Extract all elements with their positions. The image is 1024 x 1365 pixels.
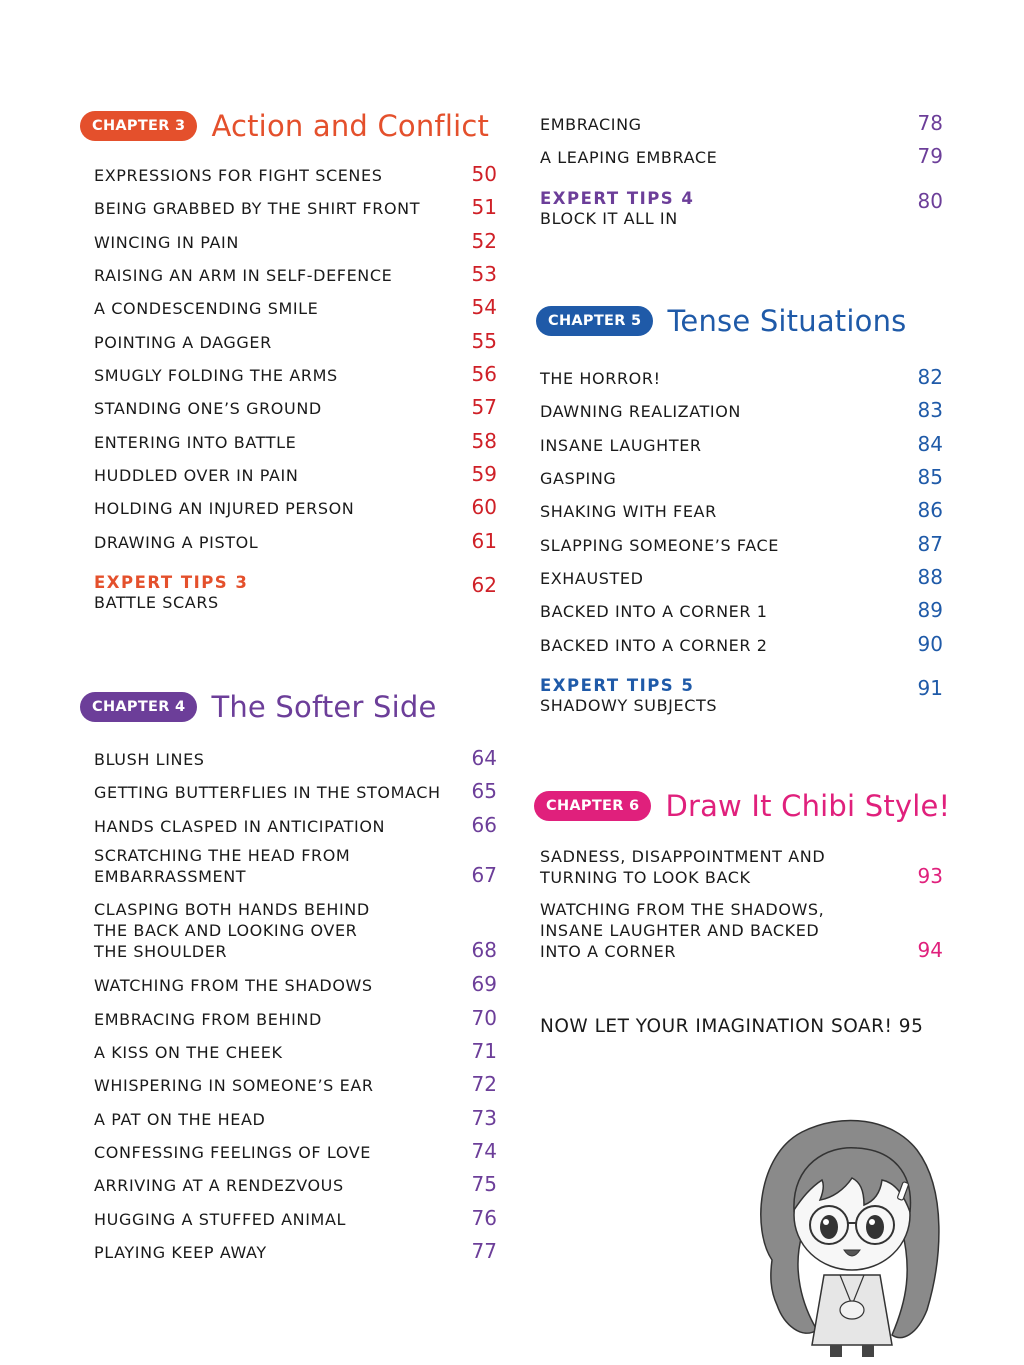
entry-title: WATCHING FROM THE SHADOWS, INSANE LAUGHTER AND BACKED INTO A CORNER: [540, 900, 825, 961]
left-eye-highlight: [823, 1219, 829, 1225]
toc-entry[interactable]: [540, 365, 943, 389]
entry-page: 91: [917, 676, 943, 700]
toc-entry[interactable]: [94, 1239, 497, 1263]
entry-title: DAWNING REALIZATION: [540, 402, 741, 421]
toc-entry[interactable]: [94, 746, 497, 770]
entry-title: SADNESS, DISAPPOINTMENT AND TURNING TO LOOK BACK: [540, 847, 826, 887]
entry-page: 52: [471, 229, 497, 253]
entry-title: SMUGLY FOLDING THE ARMS: [94, 366, 338, 385]
expert-tips-subtitle: BLOCK IT ALL IN: [540, 209, 678, 228]
expert-tips-3[interactable]: [94, 573, 497, 613]
right-leg-shape: [862, 1345, 874, 1357]
toc-entry[interactable]: [540, 846, 943, 888]
chapter-6-heading: [534, 786, 950, 826]
entry-title: GETTING BUTTERFLIES IN THE STOMACH: [94, 783, 441, 802]
entry-page: 83: [917, 398, 943, 422]
entry-title: A LEAPING EMBRACE: [540, 148, 718, 167]
entry-page: 68: [471, 938, 497, 962]
expert-tips-label: EXPERT TIPS 4: [540, 189, 695, 208]
toc-entry[interactable]: [540, 144, 943, 168]
chapter-5-heading: [536, 301, 906, 341]
entry-page: 82: [917, 365, 943, 389]
toc-entry[interactable]: [94, 1072, 497, 1096]
entry-page: 84: [917, 432, 943, 456]
toc-entry[interactable]: [540, 498, 943, 522]
toc-entry[interactable]: [94, 1172, 497, 1196]
toc-entry[interactable]: [94, 262, 497, 286]
toc-entry[interactable]: [94, 295, 497, 319]
entry-title: POINTING A DAGGER: [94, 333, 272, 352]
entry-page: 94: [917, 938, 943, 962]
chapter-4-title: The Softer Side: [211, 690, 437, 724]
toc-entry[interactable]: [94, 529, 497, 553]
entry-page: 89: [917, 598, 943, 622]
entry-page: 64: [471, 746, 497, 770]
entry-page: 93: [917, 864, 943, 888]
entry-page: 53: [471, 262, 497, 286]
clasped-hands-shape: [840, 1301, 864, 1319]
entry-title: EXPRESSIONS FOR FIGHT SCENES: [94, 166, 383, 185]
expert-tips-subtitle: BATTLE SCARS: [94, 593, 219, 612]
toc-entry[interactable]: [540, 532, 943, 556]
expert-tips-subtitle: SHADOWY SUBJECTS: [540, 696, 718, 715]
entry-page: 61: [471, 529, 497, 553]
chibi-girl-illustration: [732, 1110, 972, 1360]
entry-title: A KISS ON THE CHEEK: [94, 1043, 283, 1062]
entry-page: 54: [471, 295, 497, 319]
entry-title: SHAKING WITH FEAR: [540, 502, 717, 521]
entry-title: HOLDING AN INJURED PERSON: [94, 499, 355, 518]
expert-tips-label: EXPERT TIPS 3: [94, 573, 249, 592]
entry-page: 75: [471, 1172, 497, 1196]
toc-entry[interactable]: [94, 429, 497, 453]
entry-page: 88: [917, 565, 943, 589]
entry-title: EXHAUSTED: [540, 569, 644, 588]
toc-entry[interactable]: [540, 565, 943, 589]
toc-entry[interactable]: [94, 899, 497, 962]
entry-page: 79: [917, 144, 943, 168]
entry-page: 55: [471, 329, 497, 353]
entry-title: INSANE LAUGHTER: [540, 436, 702, 455]
entry-page: 51: [471, 195, 497, 219]
entry-title: WATCHING FROM THE SHADOWS: [94, 976, 373, 995]
entry-page: 67: [471, 863, 497, 887]
entry-title: DRAWING A PISTOL: [94, 533, 259, 552]
entry-title: A PAT ON THE HEAD: [94, 1110, 266, 1129]
toc-entry[interactable]: [94, 1039, 497, 1063]
entry-title: THE HORROR!: [540, 369, 661, 388]
chapter-6-label: CHAPTER 6: [534, 791, 651, 821]
entry-title: PLAYING KEEP AWAY: [94, 1243, 267, 1262]
entry-page: 90: [917, 632, 943, 656]
entry-title: SLAPPING SOMEONE’S FACE: [540, 536, 779, 555]
entry-title: WINCING IN PAIN: [94, 233, 239, 252]
entry-title: HUDDLED OVER IN PAIN: [94, 466, 299, 485]
entry-page: 71: [471, 1039, 497, 1063]
entry-page: 74: [471, 1139, 497, 1163]
entry-page: 80: [917, 189, 943, 213]
toc-entry[interactable]: [94, 395, 497, 419]
chapter-3-label: CHAPTER 3: [80, 111, 197, 141]
entry-title: CLASPING BOTH HANDS BEHIND THE BACK AND LOOKING OVER THE SHOULDER: [94, 900, 370, 961]
entry-title: HANDS CLASPED IN ANTICIPATION: [94, 817, 386, 836]
entry-title: SCRATCHING THE HEAD FROM EMBARRASSMENT: [94, 846, 351, 886]
entry-page: 59: [471, 462, 497, 486]
entry-page: 58: [471, 429, 497, 453]
toc-entry[interactable]: [94, 362, 497, 386]
chapter-3-title: Action and Conflict: [211, 109, 490, 143]
toc-entry[interactable]: [94, 972, 497, 996]
toc-entry[interactable]: [540, 598, 943, 622]
entry-page: 78: [917, 111, 943, 135]
toc-entry[interactable]: [540, 632, 943, 656]
left-eye: [820, 1215, 838, 1239]
entry-title: HUGGING A STUFFED ANIMAL: [94, 1210, 347, 1229]
toc-entry[interactable]: [94, 495, 497, 519]
entry-title: RAISING AN ARM IN SELF-DEFENCE: [94, 266, 393, 285]
toc-entry[interactable]: [94, 1106, 497, 1130]
entry-page: 72: [471, 1072, 497, 1096]
expert-tips-label: EXPERT TIPS 5: [540, 676, 695, 695]
toc-entry[interactable]: [94, 162, 497, 186]
entry-page: 85: [917, 465, 943, 489]
toc-entry[interactable]: [94, 1206, 497, 1230]
entry-page: 65: [471, 779, 497, 803]
closing-entry[interactable]: NOW LET YOUR IMAGINATION SOAR! 95: [540, 1016, 924, 1037]
chapter-4-heading: [80, 687, 437, 727]
toc-entry[interactable]: [94, 813, 497, 837]
expert-tips-4[interactable]: [540, 189, 943, 229]
entry-page: 87: [917, 532, 943, 556]
entry-page: 76: [471, 1206, 497, 1230]
expert-tips-5[interactable]: [540, 676, 943, 716]
entry-page: 60: [471, 495, 497, 519]
chapter-4-label: CHAPTER 4: [80, 692, 197, 722]
entry-page: 56: [471, 362, 497, 386]
entry-page: 66: [471, 813, 497, 837]
chapter-3-heading: [80, 106, 489, 146]
toc-entry[interactable]: [540, 432, 943, 456]
entry-page: 50: [471, 162, 497, 186]
entry-title: STANDING ONE’S GROUND: [94, 399, 322, 418]
right-eye-highlight: [869, 1219, 875, 1225]
toc-entry[interactable]: [94, 845, 497, 887]
toc-entry[interactable]: [540, 465, 943, 489]
toc-entry[interactable]: [540, 899, 943, 962]
left-leg-shape: [830, 1345, 842, 1357]
chapter-5-title: Tense Situations: [667, 304, 907, 338]
toc-entry[interactable]: [94, 229, 497, 253]
entry-page: 73: [471, 1106, 497, 1130]
entry-title: EMBRACING: [540, 115, 642, 134]
toc-entry[interactable]: [540, 111, 943, 135]
entry-title: WHISPERING IN SOMEONE’S EAR: [94, 1076, 374, 1095]
entry-title: ENTERING INTO BATTLE: [94, 433, 297, 452]
entry-page: 86: [917, 498, 943, 522]
toc-entry[interactable]: [540, 398, 943, 422]
toc-entry[interactable]: [94, 329, 497, 353]
entry-page: 62: [471, 573, 497, 597]
right-eye: [866, 1215, 884, 1239]
toc-entry[interactable]: [94, 1139, 497, 1163]
entry-title: BEING GRABBED BY THE SHIRT FRONT: [94, 199, 421, 218]
entry-title: BACKED INTO A CORNER 2: [540, 636, 768, 655]
entry-title: CONFESSING FEELINGS OF LOVE: [94, 1143, 371, 1162]
toc-entry[interactable]: [94, 1006, 497, 1030]
entry-page: 57: [471, 395, 497, 419]
entry-title: GASPING: [540, 469, 617, 488]
entry-title: EMBRACING FROM BEHIND: [94, 1010, 322, 1029]
entry-title: A CONDESCENDING SMILE: [94, 299, 319, 318]
entry-page: 69: [471, 972, 497, 996]
entry-title: BACKED INTO A CORNER 1: [540, 602, 768, 621]
entry-title: ARRIVING AT A RENDEZVOUS: [94, 1176, 344, 1195]
entry-page: 77: [471, 1239, 497, 1263]
entry-page: 70: [471, 1006, 497, 1030]
toc-entry[interactable]: [94, 195, 497, 219]
toc-entry[interactable]: [94, 462, 497, 486]
chapter-5-label: CHAPTER 5: [536, 306, 653, 336]
entry-title: BLUSH LINES: [94, 750, 205, 769]
chapter-6-title: Draw It Chibi Style!: [665, 789, 951, 823]
toc-entry[interactable]: [94, 779, 497, 803]
